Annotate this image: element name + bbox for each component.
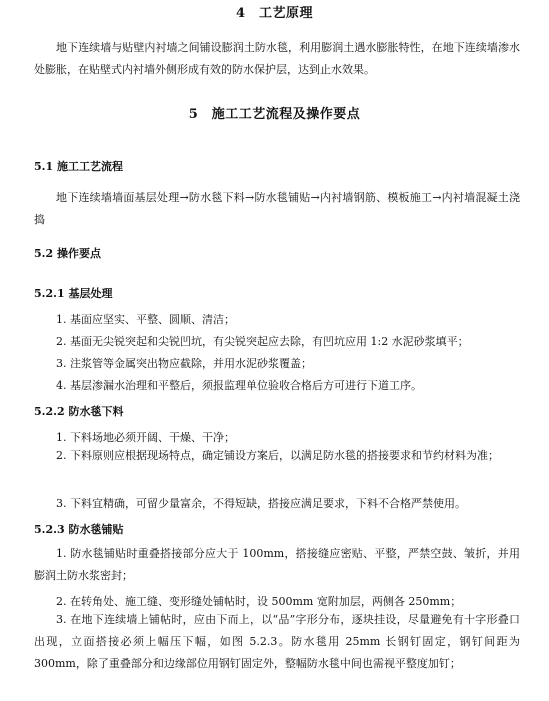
list-item: 4. 基层渗漏水治理和平整后，须报监理单位验收合格后方可进行下道工序。 xyxy=(56,379,422,392)
list-item: 1. 基面应坚实、平整、圆顺、清洁； xyxy=(56,313,235,326)
list-item: 3. 注浆管等金属突出物应截除，并用水泥砂浆覆盖； xyxy=(56,357,312,370)
list-item: 3. 在地下连续墙上铺帖时，应由下而上，以“品”字形分布，逐块挂设，尽量避免有十字形叠口出现，立面搭接必须上幅压下幅，如图 5.2.3。防水毯用 25mm 长钢钉固定，钢钉间距为 300mm，除了重叠部分和边缘部位用钢钉固定外，整幅防水毯中间也需视平整度加钉； xyxy=(34,613,520,670)
section-5-2-2-title: 5.2.2 防水毯下料 xyxy=(34,405,124,418)
list-item: 2. 基面无尖锐突起和尖锐凹坑，有尖锐突起应去除，有凹坑应用 1:2 水泥砂浆填平； xyxy=(56,335,469,348)
section-5-1-paragraph: 地下连续墙墙面基层处理→防水毯下料→防水毯铺贴→内衬墙钢筋、模板施工→内衬墙混凝土浇捣 xyxy=(34,191,520,226)
section-5-2-1-title: 5.2.1 基层处理 xyxy=(34,287,113,300)
section-5-title: 5 施工工艺流程及操作要点 xyxy=(188,107,361,122)
list-item: 1. 下料场地必须开阔、干燥、干净； xyxy=(56,431,235,444)
section-5-1-title: 5.1 施工工艺流程 xyxy=(34,160,123,173)
section-4-paragraph: 地下连续墙与贴壁内衬墙之间铺设膨润土防水毯，利用膨润土遇水膨胀特性，在地下连续墙渗水处膨胀，在贴壁式内衬墙外侧形成有效的防水保护层，达到止水效果。 xyxy=(34,41,520,76)
list-item: 1. 防水毯铺贴时重叠搭接部分应大于 100mm，搭接缝应密贴、平整，严禁空鼓、皱折，并用膨润土防水浆密封； xyxy=(34,547,520,582)
list-item: 3. 下料宜精确，可留少量富余，不得短缺，搭接应满足要求，下料不合格严禁使用。 xyxy=(56,497,466,510)
section-5-2-title: 5.2 操作要点 xyxy=(34,247,101,260)
list-item: 2. 在转角处、施工缝、变形缝处铺帖时，设 500mm 宽附加层，两侧各 250mm； xyxy=(56,595,462,608)
section-4-title: 4 工艺原理 xyxy=(235,6,314,21)
list-item: 2. 下料原则应根据现场特点，确定铺设方案后，以满足防水毯的搭接要求和节约材料为准； xyxy=(56,449,499,462)
section-5-2-3-title: 5.2.3 防水毯铺贴 xyxy=(34,523,124,536)
